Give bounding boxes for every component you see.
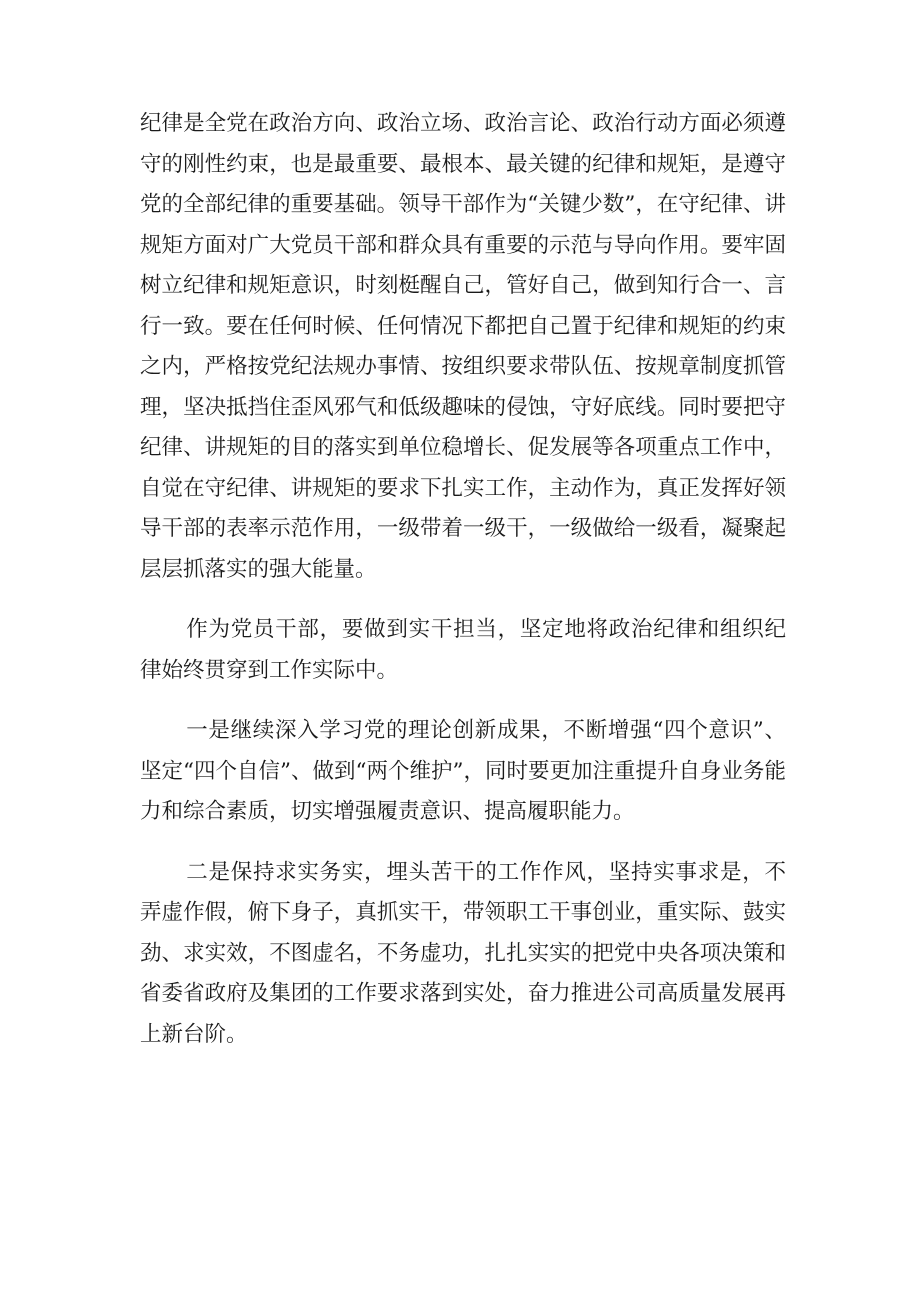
paragraph-point-one: 一是继续深入学习党的理论创新成果，不断增强“四个意识”、坚定“四个自信”、做到“两个维护”，同时要更加注重提升自身业务能力和综合素质，切实增强履责意识、提高履职能力。 [140,718,786,824]
document-body [140,104,786,1055]
paragraph-point-two: 二是保持求实务实，埋头苦干的工作作风，坚持实事求是，不弄虚作假，俯下身子，真抓实干，带领职工干事创业，重实际、鼓实劲、求实效，不图虚名，不务虚功，扎扎实实的把党中央各项决策和省委省政府及集团的工作要求落到实处，奋力推进公司高质量发展再上新台阶。 [140,859,786,1047]
paragraph-discipline: 纪律是全党在政治方向、政治立场、政治言论、政治行动方面必须遵守的刚性约束，也是最重要、最根本、最关键的纪律和规矩，是遵守党的全部纪律的重要基础。领导干部作为“关键少数”，在守纪律、讲规矩方面对广大党员干部和群众具有重要的示范与导向作用。要牢固树立纪律和规矩意识，时刻梃醒自己，管好自己，做到知行合一、言行一致。要在任何时候、任何情况下都把自己置于纪律和规矩的约束之内，严格按党纪法规办事情、按组织要求带队伍、按规章制度抓管理，坚决抵挡住歪风邪气和低级趣味的侵蚀，守好底线。同时要把守纪律、讲规矩的目的落实到单位稳增长、促发展等各项重点工作中，自觉在守纪律、讲规矩的要求下扎实工作，主动作为，真正发挥好领导干部的表率示范作用，一级带着一级干，一级做给一级看，凝聚起层层抓落实的强大能量。 [140,111,786,582]
paragraph-party-cadre: 作为党员干部，要做到实干担当，坚定地将政治纪律和组织纪律始终贯穿到工作实际中。 [140,617,786,683]
